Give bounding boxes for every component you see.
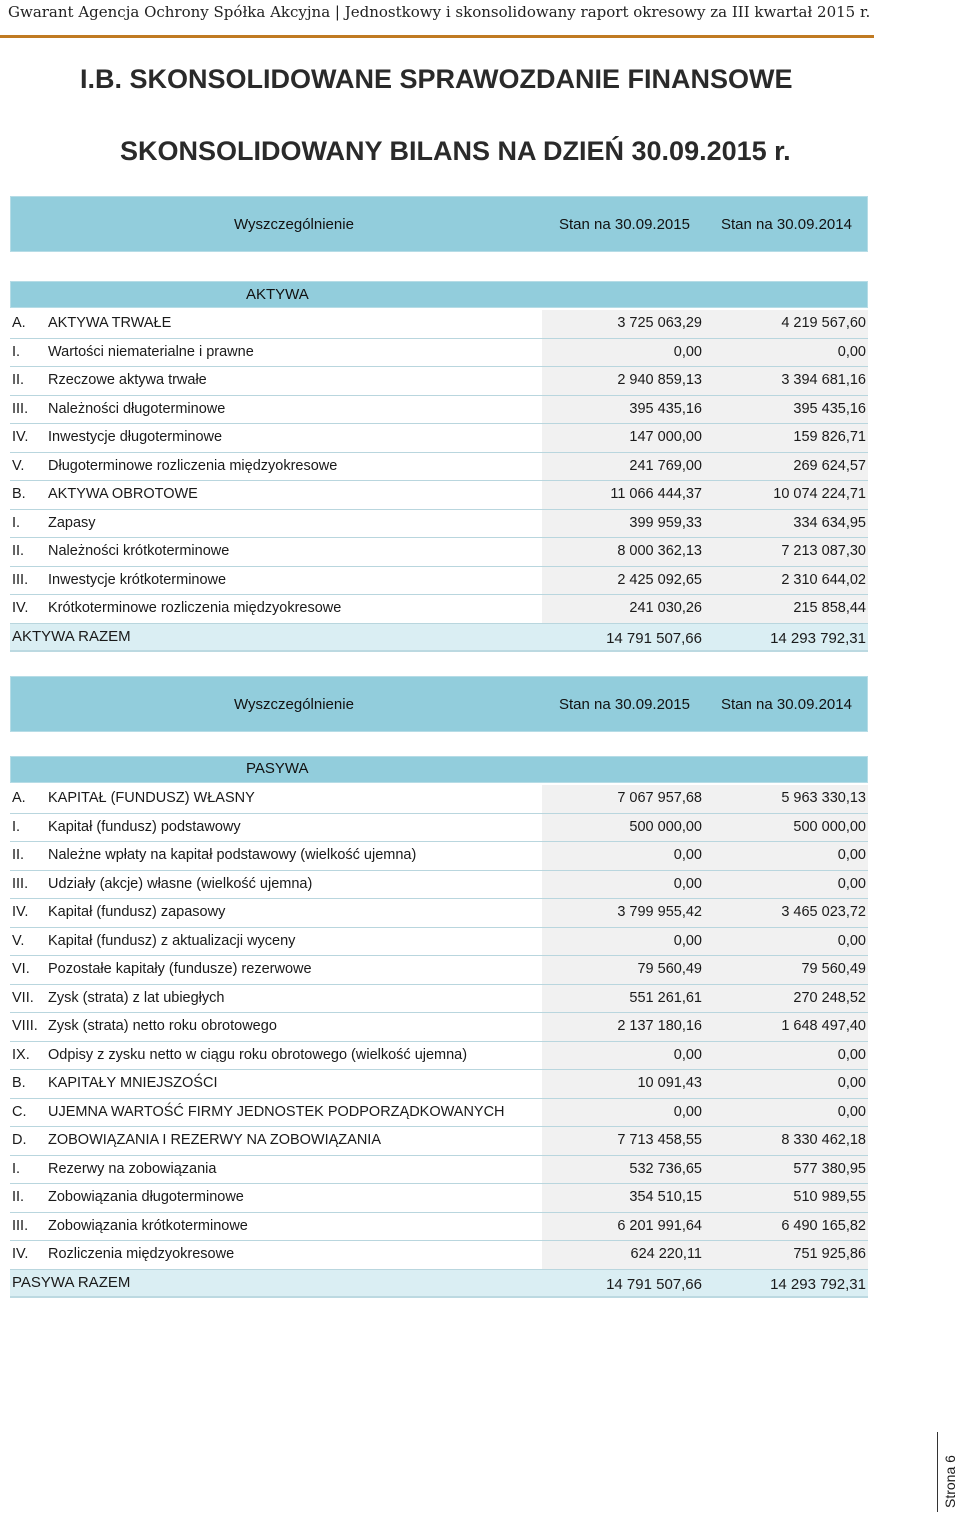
row-name: Inwestycje długoterminowe xyxy=(48,429,223,445)
row-value-y1: 532 736,65 xyxy=(629,1160,702,1177)
column-year-1: Stan na 30.09.2015 xyxy=(559,216,690,233)
row-name: Kapitał (fundusz) zapasowy xyxy=(48,904,226,920)
row-code: III. xyxy=(12,571,29,588)
row-value-y1: 147 000,00 xyxy=(629,429,702,445)
table-row xyxy=(10,1241,868,1270)
value-shade xyxy=(542,842,868,870)
row-value-y1: 0,00 xyxy=(673,847,702,863)
row-name: AKTYWA TRWAŁE xyxy=(48,315,172,331)
row-value-y2: 4 219 567,60 xyxy=(781,315,866,331)
row-name: Rzeczowe aktywa trwałe xyxy=(48,372,207,388)
row-value-y2: 7 213 087,30 xyxy=(781,543,866,559)
row-code: IX. xyxy=(12,1046,30,1063)
table-row xyxy=(10,510,868,539)
table-row xyxy=(10,1042,868,1071)
total-value-y1: 14 791 507,66 xyxy=(606,629,702,647)
row-name: Udziały (akcje) własne (wielkość ujemna) xyxy=(48,875,313,892)
row-code: IV. xyxy=(12,1246,29,1262)
value-shade xyxy=(542,871,868,899)
row-value-y1: 0,00 xyxy=(673,1046,702,1063)
row-name: Zysk (strata) z lat ubiegłych xyxy=(48,989,225,1006)
row-name: ZOBOWIĄZANIA I REZERWY NA ZOBOWIĄZANIA xyxy=(48,1132,382,1148)
row-value-y2: 8 330 462,18 xyxy=(781,1132,866,1148)
table-row xyxy=(10,842,868,871)
table-row xyxy=(10,453,868,482)
row-code: II. xyxy=(12,1189,25,1205)
value-shade xyxy=(542,1042,868,1070)
row-code: II. xyxy=(12,847,25,863)
row-value-y2: 270 248,52 xyxy=(793,989,866,1006)
row-name: Zobowiązania długoterminowe xyxy=(48,1189,244,1205)
total-value-y2: 14 293 792,31 xyxy=(770,629,866,647)
column-year-1: Stan na 30.09.2015 xyxy=(559,696,690,713)
row-value-y2: 0,00 xyxy=(837,847,866,863)
aktywa-total-row xyxy=(10,624,868,652)
row-code: I. xyxy=(12,1160,21,1177)
row-value-y2: 577 380,95 xyxy=(793,1160,866,1177)
table-row xyxy=(10,367,868,396)
row-value-y2: 3 394 681,16 xyxy=(781,372,866,388)
column-desc: Wyszczególnienie xyxy=(234,216,354,233)
row-value-y1: 0,00 xyxy=(673,343,702,360)
row-code: I. xyxy=(12,514,21,531)
row-value-y1: 0,00 xyxy=(673,1103,702,1120)
table-row xyxy=(10,785,868,814)
row-name: Rezerwy na zobowiązania xyxy=(48,1160,217,1177)
pasywa-total-row xyxy=(10,1270,868,1298)
page-number xyxy=(937,1432,959,1512)
row-value-y2: 2 310 644,02 xyxy=(781,571,866,588)
row-value-y1: 6 201 991,64 xyxy=(617,1217,702,1234)
row-code: A. xyxy=(12,315,26,331)
row-value-y1: 7 067 957,68 xyxy=(617,790,702,806)
total-value-y2: 14 293 792,31 xyxy=(770,1275,866,1293)
row-name: Należności krótkoterminowe xyxy=(48,543,230,559)
table-row xyxy=(10,1213,868,1242)
row-name: Inwestycje krótkoterminowe xyxy=(48,571,227,588)
value-shade xyxy=(542,1099,868,1127)
table-row xyxy=(10,956,868,985)
row-name: Kapitał (fundusz) podstawowy xyxy=(48,818,241,835)
total-value-y1: 14 791 507,66 xyxy=(606,1275,702,1293)
row-value-y1: 7 713 458,55 xyxy=(617,1132,702,1148)
row-value-y1: 241 769,00 xyxy=(629,457,702,474)
table-row xyxy=(10,1099,868,1128)
row-code: IV. xyxy=(12,600,29,616)
row-name: Odpisy z zysku netto w ciągu roku obrotowego (wielkość ujemna) xyxy=(48,1046,468,1063)
running-header: Gwarant Agencja Ochrony Spółka Akcyjna | Jednostkowy i skonsolidowany raport okresowy za III kwartał 2015 r. xyxy=(8,3,871,21)
row-name: Należności długoterminowe xyxy=(48,400,226,417)
row-code: V. xyxy=(12,457,25,474)
table-row xyxy=(10,899,868,928)
table-row xyxy=(10,1127,868,1156)
row-value-y1: 241 030,26 xyxy=(629,600,702,616)
row-name: Kapitał (fundusz) z aktualizacji wyceny xyxy=(48,932,296,949)
row-name: UJEMNA WARTOŚĆ FIRMY JEDNOSTEK PODPORZĄDKOWANYCH xyxy=(48,1103,505,1120)
row-value-y2: 159 826,71 xyxy=(793,429,866,445)
table-row xyxy=(10,538,868,567)
document-subtitle: SKONSOLIDOWANY BILANS NA DZIEŃ 30.09.2015 r. xyxy=(120,136,791,166)
table-row xyxy=(10,396,868,425)
row-value-y2: 500 000,00 xyxy=(793,818,866,835)
header-rule xyxy=(0,35,874,38)
column-year-2: Stan na 30.09.2014 xyxy=(721,696,852,713)
row-code: B. xyxy=(12,1075,26,1091)
row-value-y1: 11 066 444,37 xyxy=(610,486,702,502)
row-value-y1: 10 091,43 xyxy=(637,1075,702,1091)
row-value-y1: 2 137 180,16 xyxy=(617,1018,702,1034)
value-shade xyxy=(542,339,868,367)
row-name: KAPITAŁY MNIEJSZOŚCI xyxy=(48,1075,218,1091)
row-name: Rozliczenia międzyokresowe xyxy=(48,1246,235,1262)
table-row xyxy=(10,1156,868,1185)
column-desc: Wyszczególnienie xyxy=(234,696,354,713)
row-value-y2: 751 925,86 xyxy=(793,1246,866,1262)
row-value-y2: 0,00 xyxy=(837,932,866,949)
table-row xyxy=(10,481,868,510)
table-row xyxy=(10,310,868,339)
row-code: II. xyxy=(12,543,25,559)
document-title: I.B. SKONSOLIDOWANE SPRAWOZDANIE FINANSOWE xyxy=(80,64,793,94)
row-value-y2: 0,00 xyxy=(837,875,866,892)
table-row xyxy=(10,1184,868,1213)
row-value-y2: 1 648 497,40 xyxy=(781,1018,866,1034)
aktywa-column-header xyxy=(10,196,868,252)
row-code: VI. xyxy=(12,961,30,977)
pasywa-section-label: PASYWA xyxy=(246,760,309,777)
row-name: KAPITAŁ (FUNDUSZ) WŁASNY xyxy=(48,790,255,806)
row-value-y2: 5 963 330,13 xyxy=(781,790,866,806)
row-code: IV. xyxy=(12,904,29,920)
row-code: VIII. xyxy=(12,1018,38,1034)
row-value-y1: 551 261,61 xyxy=(629,989,702,1006)
row-code: V. xyxy=(12,932,25,949)
row-code: A. xyxy=(12,790,26,806)
row-value-y2: 0,00 xyxy=(837,1046,866,1063)
row-value-y2: 334 634,95 xyxy=(793,514,866,531)
total-label: PASYWA RAZEM xyxy=(12,1273,131,1291)
row-value-y2: 79 560,49 xyxy=(801,961,866,977)
row-value-y1: 79 560,49 xyxy=(637,961,702,977)
row-code: I. xyxy=(12,818,21,835)
table-row xyxy=(10,928,868,957)
row-value-y1: 3 799 955,42 xyxy=(617,904,702,920)
row-name: AKTYWA OBROTOWE xyxy=(48,486,198,502)
table-row xyxy=(10,567,868,596)
row-value-y1: 8 000 362,13 xyxy=(617,543,702,559)
row-code: III. xyxy=(12,400,29,417)
row-value-y2: 215 858,44 xyxy=(793,600,866,616)
row-value-y1: 354 510,15 xyxy=(629,1189,702,1205)
row-code: III. xyxy=(12,875,29,892)
row-name: Pozostałe kapitały (fundusze) rezerwowe xyxy=(48,961,312,977)
row-code: B. xyxy=(12,486,26,502)
row-code: II. xyxy=(12,372,25,388)
row-value-y2: 10 074 224,71 xyxy=(773,486,866,502)
table-row xyxy=(10,339,868,368)
page-number-label: Strona 6 xyxy=(942,1455,958,1508)
row-value-y1: 3 725 063,29 xyxy=(617,315,702,331)
row-value-y1: 395 435,16 xyxy=(629,400,702,417)
table-row xyxy=(10,814,868,843)
row-value-y1: 2 425 092,65 xyxy=(617,571,702,588)
aktywa-section-label: AKTYWA xyxy=(246,286,309,303)
row-value-y2: 0,00 xyxy=(837,1075,866,1091)
row-code: VII. xyxy=(12,989,34,1006)
pasywa-section-band xyxy=(10,756,868,783)
row-value-y2: 510 989,55 xyxy=(793,1189,866,1205)
row-name: Zobowiązania krótkoterminowe xyxy=(48,1217,248,1234)
row-value-y1: 500 000,00 xyxy=(629,818,702,835)
row-value-y2: 3 465 023,72 xyxy=(781,904,866,920)
total-label: AKTYWA RAZEM xyxy=(12,627,131,645)
row-value-y1: 2 940 859,13 xyxy=(617,372,702,388)
value-shade xyxy=(542,928,868,956)
row-code: IV. xyxy=(12,429,29,445)
pasywa-table xyxy=(10,785,868,1298)
table-row xyxy=(10,985,868,1014)
table-row xyxy=(10,1070,868,1099)
row-code: C. xyxy=(12,1103,27,1120)
row-name: Długoterminowe rozliczenia międzyokresowe xyxy=(48,457,338,474)
value-shade xyxy=(542,1070,868,1098)
row-name: Wartości niematerialne i prawne xyxy=(48,343,254,360)
aktywa-section-band xyxy=(10,281,868,308)
column-year-2: Stan na 30.09.2014 xyxy=(721,216,852,233)
row-code: I. xyxy=(12,343,21,360)
row-name: Zysk (strata) netto roku obrotowego xyxy=(48,1018,277,1034)
row-value-y1: 624 220,11 xyxy=(630,1246,702,1262)
aktywa-table xyxy=(10,310,868,652)
pasywa-column-header xyxy=(10,676,868,732)
row-value-y1: 0,00 xyxy=(673,875,702,892)
row-value-y1: 399 959,33 xyxy=(629,514,702,531)
row-value-y2: 0,00 xyxy=(837,1103,866,1120)
table-row xyxy=(10,1013,868,1042)
row-value-y2: 0,00 xyxy=(837,343,866,360)
table-row xyxy=(10,871,868,900)
row-value-y2: 395 435,16 xyxy=(793,400,866,417)
row-name: Należne wpłaty na kapitał podstawowy (wielkość ujemna) xyxy=(48,847,417,863)
row-code: III. xyxy=(12,1217,29,1234)
row-name: Zapasy xyxy=(48,514,96,531)
row-value-y2: 6 490 165,82 xyxy=(781,1217,866,1234)
table-row xyxy=(10,595,868,624)
row-value-y1: 0,00 xyxy=(673,932,702,949)
table-row xyxy=(10,424,868,453)
row-name: Krótkoterminowe rozliczenia międzyokresowe xyxy=(48,600,342,616)
row-code: D. xyxy=(12,1132,27,1148)
row-value-y2: 269 624,57 xyxy=(793,457,866,474)
